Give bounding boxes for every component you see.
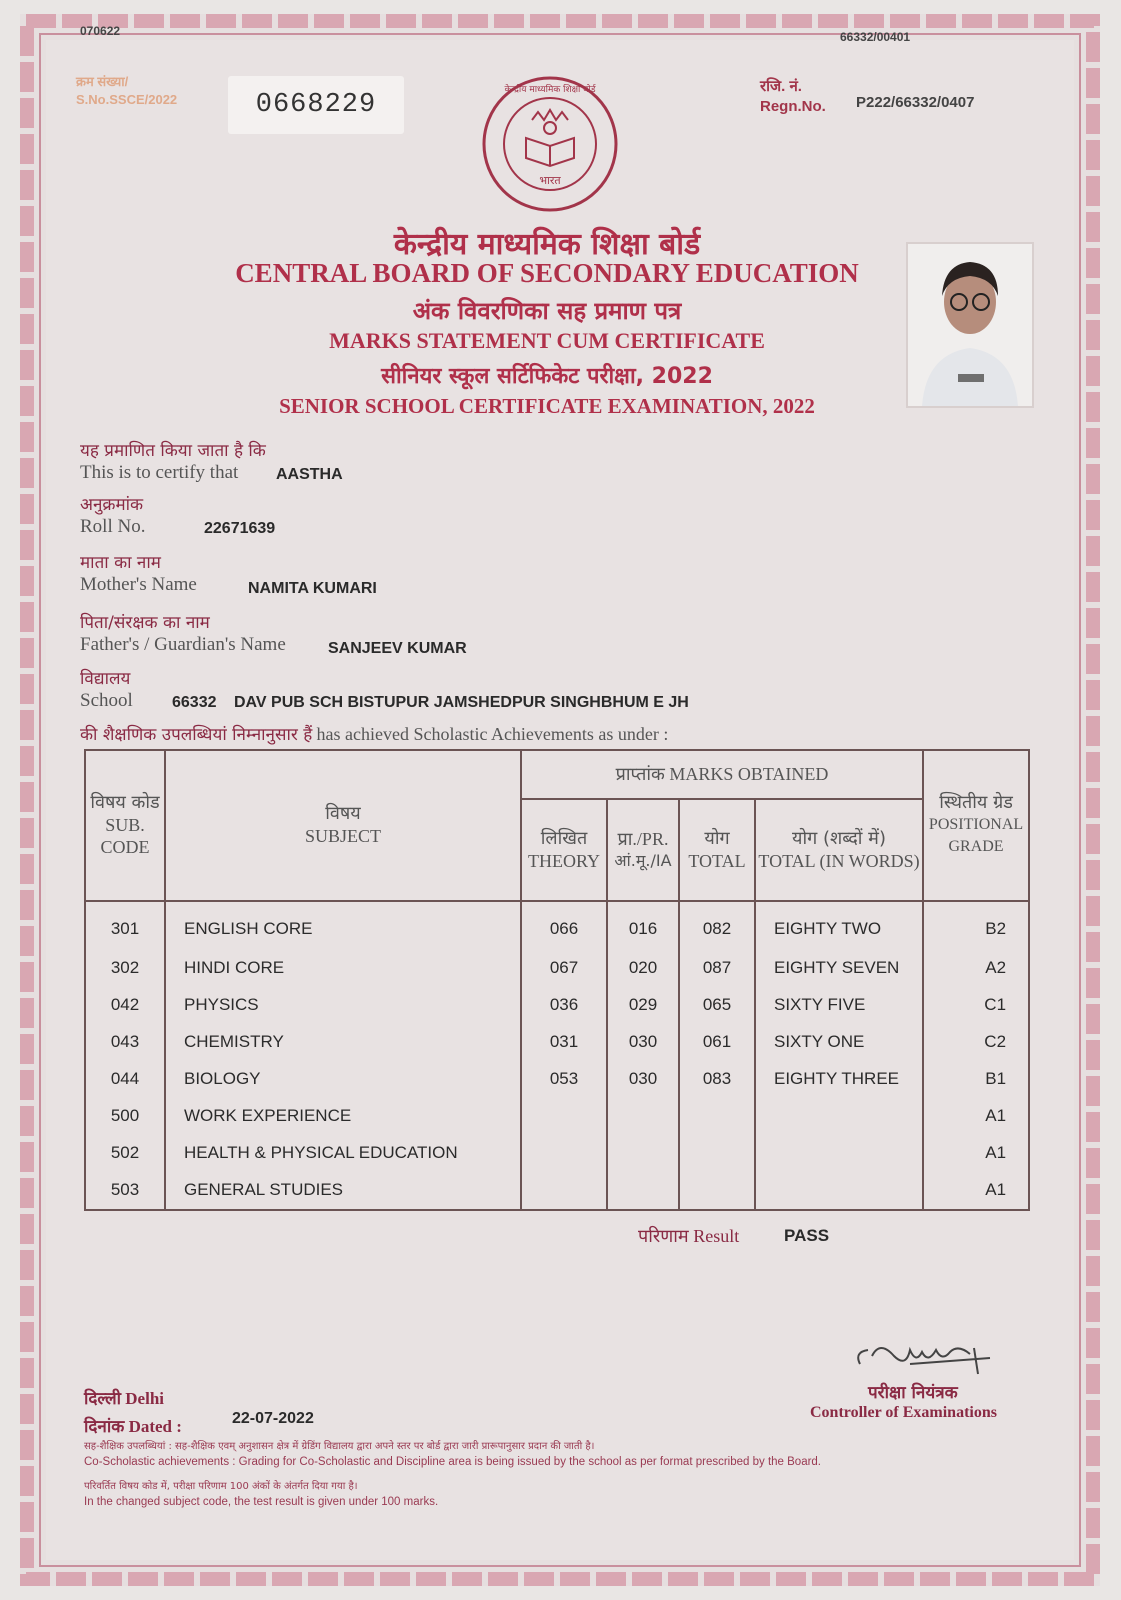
header-marks-obtained bbox=[521, 750, 923, 799]
total-in-words: EIGHTY THREE bbox=[755, 1060, 923, 1097]
certify-label-en: This is to certify that bbox=[80, 462, 239, 483]
header-words-hi: योग (शब्दों में) bbox=[792, 828, 886, 850]
exam-title-hi: सीनियर स्कूल सर्टिफिकेट परीक्षा, 2022 bbox=[381, 364, 713, 389]
roll-label-en: Roll No. bbox=[80, 516, 146, 537]
table-row bbox=[85, 986, 1029, 1023]
practical-marks: 029 bbox=[607, 986, 679, 1023]
theory-marks bbox=[521, 1097, 607, 1134]
table-row bbox=[85, 1135, 1029, 1172]
positional-grade: A1 bbox=[923, 1135, 1029, 1172]
practical-marks bbox=[607, 1172, 679, 1209]
subject-code: 042 bbox=[85, 986, 165, 1023]
practical-marks: 030 bbox=[607, 1060, 679, 1097]
subject-code: 500 bbox=[85, 1097, 165, 1134]
place-en: Delhi bbox=[125, 1389, 165, 1408]
place-line bbox=[84, 1386, 164, 1409]
exam-title-en: SENIOR SCHOOL CERTIFICATE EXAMINATION, 2022 bbox=[279, 394, 815, 418]
table-row bbox=[85, 1023, 1029, 1060]
subject-name: PHYSICS bbox=[165, 986, 521, 1023]
theory-marks: 031 bbox=[521, 1023, 607, 1060]
total-in-words: SIXTY ONE bbox=[755, 1023, 923, 1060]
header-subject-hi: विषय bbox=[325, 803, 361, 825]
controller-signature bbox=[850, 1334, 1000, 1384]
positional-grade: A1 bbox=[923, 1172, 1029, 1209]
cbse-seal-logo bbox=[480, 72, 620, 222]
subject-name: HINDI CORE bbox=[165, 949, 521, 986]
subject-name: CHEMISTRY bbox=[165, 1023, 521, 1060]
place-hi: दिल्ली bbox=[84, 1389, 122, 1409]
note1-en: Co-Scholastic achievements : Grading for Co-Scholastic and Discipline area is being issued by the school as per format prescribed by the Board. bbox=[84, 1456, 822, 1468]
total-in-words: EIGHTY TWO bbox=[755, 901, 923, 949]
total-in-words bbox=[755, 1172, 923, 1209]
total-marks bbox=[679, 1172, 755, 1209]
table-row bbox=[85, 1097, 1029, 1134]
header-code-hi: विषय कोड bbox=[90, 792, 160, 814]
doc-title-en: MARKS STATEMENT CUM CERTIFICATE bbox=[329, 328, 765, 353]
subject-code: 043 bbox=[85, 1023, 165, 1060]
total-in-words bbox=[755, 1097, 923, 1134]
note1-hi: सह-शैक्षिक उपलब्धियां : सह-शैक्षिक एवम् अनुशासन क्षेत्र में ग्रेडिंग विद्यालय द्वारा अपने स्तर पर बोर्ड द्वारा जारी प्रारूपानुसार प्रदान की जाती है। bbox=[84, 1441, 595, 1452]
school-label-hi: विद्यालय bbox=[80, 669, 131, 689]
subject-code: 503 bbox=[85, 1172, 165, 1209]
subject-name: GENERAL STUDIES bbox=[165, 1172, 521, 1209]
total-in-words bbox=[755, 1135, 923, 1172]
subject-name: WORK EXPERIENCE bbox=[165, 1097, 521, 1134]
date-line bbox=[84, 1414, 182, 1437]
theory-marks bbox=[521, 1135, 607, 1172]
positional-grade: A1 bbox=[923, 1097, 1029, 1134]
positional-grade: A2 bbox=[923, 949, 1029, 986]
header-code-en-2: CODE bbox=[100, 837, 150, 858]
header-total-hi: योग bbox=[704, 828, 730, 850]
subject-name: BIOLOGY bbox=[165, 1060, 521, 1097]
header-grade-en-2: GRADE bbox=[948, 838, 1004, 856]
table-row bbox=[85, 1060, 1029, 1097]
seal-bottom-text: भारत bbox=[539, 174, 561, 187]
top-left-code: 070622 bbox=[80, 24, 121, 38]
practical-marks: 030 bbox=[607, 1023, 679, 1060]
result-label bbox=[638, 1224, 739, 1248]
serial-label-hi: क्रम संख्या/ bbox=[76, 74, 129, 89]
school-name: DAV PUB SCH BISTUPUR JAMSHEDPUR SINGHBHUM E JH bbox=[234, 694, 689, 711]
total-marks: 082 bbox=[679, 901, 755, 949]
date-label-hi: दिनांक bbox=[84, 1417, 125, 1437]
board-title-hi: केन्द्रीय माध्यमिक शिक्षा बोर्ड bbox=[393, 227, 701, 262]
date-label-en: Dated : bbox=[128, 1417, 182, 1436]
regn-number: P222/66332/0407 bbox=[856, 94, 975, 111]
marks-table bbox=[84, 749, 1030, 1211]
achievement-line bbox=[80, 722, 668, 745]
header-theory-hi: लिखित bbox=[540, 828, 588, 850]
table-row bbox=[85, 949, 1029, 986]
practical-marks bbox=[607, 1135, 679, 1172]
candidate-name: AASTHA bbox=[276, 466, 343, 483]
father-label-hi: पिता/संरक्षक का नाम bbox=[80, 613, 210, 633]
header-total-words bbox=[755, 799, 923, 900]
theory-marks: 067 bbox=[521, 949, 607, 986]
total-marks: 083 bbox=[679, 1060, 755, 1097]
serial-label-en: S.No.SSCE/2022 bbox=[76, 92, 178, 107]
positional-grade: C2 bbox=[923, 1023, 1029, 1060]
total-marks: 061 bbox=[679, 1023, 755, 1060]
regn-label-en: Regn.No. bbox=[760, 98, 826, 115]
header-marks-hi: प्राप्तांक bbox=[615, 764, 665, 786]
header-total-en: TOTAL bbox=[688, 851, 746, 872]
school-code: 66332 bbox=[172, 694, 217, 711]
header-marks-en: MARKS OBTAINED bbox=[669, 764, 829, 785]
header-total bbox=[679, 799, 755, 900]
header-theory bbox=[521, 799, 607, 900]
subject-code: 502 bbox=[85, 1135, 165, 1172]
result-label-en: Result bbox=[693, 1226, 740, 1246]
header-practical bbox=[607, 799, 679, 900]
subject-name: ENGLISH CORE bbox=[165, 901, 521, 949]
certify-label-hi: यह प्रमाणित किया जाता है कि bbox=[80, 441, 266, 461]
total-marks bbox=[679, 1097, 755, 1134]
serial-number: 0668229 bbox=[228, 76, 404, 134]
table-row bbox=[85, 1172, 1029, 1209]
roll-label-hi: अनुक्रमांक bbox=[80, 495, 144, 515]
header-subject bbox=[165, 750, 521, 901]
theory-marks bbox=[521, 1172, 607, 1209]
header-sub-code bbox=[85, 750, 165, 901]
header-words-en: TOTAL (IN WORDS) bbox=[758, 851, 920, 872]
mother-label-en: Mother's Name bbox=[80, 574, 197, 595]
total-marks bbox=[679, 1135, 755, 1172]
top-right-code: 66332/00401 bbox=[840, 30, 911, 44]
regn-label-hi: रजि. नं. bbox=[760, 78, 802, 95]
header-prac-en: आं.मू./IA bbox=[614, 851, 672, 871]
mother-name: NAMITA KUMARI bbox=[248, 580, 377, 597]
total-in-words: EIGHTY SEVEN bbox=[755, 949, 923, 986]
controller-label-hi: परीक्षा नियंत्रक bbox=[868, 1383, 958, 1403]
total-marks: 065 bbox=[679, 986, 755, 1023]
header-grade bbox=[923, 750, 1029, 901]
practical-marks bbox=[607, 1097, 679, 1134]
positional-grade: B1 bbox=[923, 1060, 1029, 1097]
theory-marks: 066 bbox=[521, 901, 607, 949]
total-marks: 087 bbox=[679, 949, 755, 986]
certificate-sheet bbox=[20, 14, 1100, 1586]
note2-hi: परिवर्तित विषय कोड में, परीक्षा परिणाम 100 अंकों के अंतर्गत दिया गया है। bbox=[84, 1481, 358, 1492]
subject-code: 301 bbox=[85, 901, 165, 949]
result-label-hi: परिणाम bbox=[638, 1226, 689, 1247]
mother-label-hi: माता का नाम bbox=[80, 553, 161, 573]
positional-grade: B2 bbox=[923, 901, 1029, 949]
practical-marks: 016 bbox=[607, 901, 679, 949]
positional-grade: C1 bbox=[923, 986, 1029, 1023]
subject-name: HEALTH & PHYSICAL EDUCATION bbox=[165, 1135, 521, 1172]
roll-number: 22671639 bbox=[204, 520, 276, 537]
total-in-words: SIXTY FIVE bbox=[755, 986, 923, 1023]
doc-title-hi: अंक विवरणिका सह प्रमाण पत्र bbox=[412, 297, 682, 325]
header-grade-en-1: POSITIONAL bbox=[928, 816, 1024, 834]
board-title-en: CENTRAL BOARD OF SECONDARY EDUCATION bbox=[235, 258, 859, 288]
header-code-en-1: SUB. bbox=[105, 815, 145, 836]
header-subject-en: SUBJECT bbox=[304, 826, 382, 847]
table-row bbox=[85, 901, 1029, 949]
header-theory-en: THEORY bbox=[528, 851, 600, 872]
subject-code: 044 bbox=[85, 1060, 165, 1097]
header-grade-hi: स्थितीय ग्रेड bbox=[939, 792, 1013, 814]
theory-marks: 053 bbox=[521, 1060, 607, 1097]
achievement-label-hi: की शैक्षणिक उपलब्धियां निम्नानुसार हैं bbox=[80, 725, 313, 745]
school-label-en: School bbox=[80, 690, 133, 711]
header-prac-hi: प्रा./PR. bbox=[617, 829, 669, 850]
father-label-en: Father's / Guardian's Name bbox=[80, 634, 286, 655]
issue-date: 22-07-2022 bbox=[232, 1410, 314, 1427]
subject-code: 302 bbox=[85, 949, 165, 986]
father-name: SANJEEV KUMAR bbox=[328, 640, 467, 657]
candidate-photo bbox=[906, 242, 1034, 408]
controller-label-en: Controller of Examinations bbox=[810, 1404, 997, 1421]
achievement-label-en: has achieved Scholastic Achievements as under : bbox=[316, 724, 669, 744]
result-value: PASS bbox=[784, 1226, 830, 1245]
note2-en: In the changed subject code, the test result is given under 100 marks. bbox=[84, 1496, 439, 1508]
theory-marks: 036 bbox=[521, 986, 607, 1023]
practical-marks: 020 bbox=[607, 949, 679, 986]
seal-top-text: केन्द्रीय माध्यमिक शिक्षा बोर्ड bbox=[504, 85, 596, 95]
